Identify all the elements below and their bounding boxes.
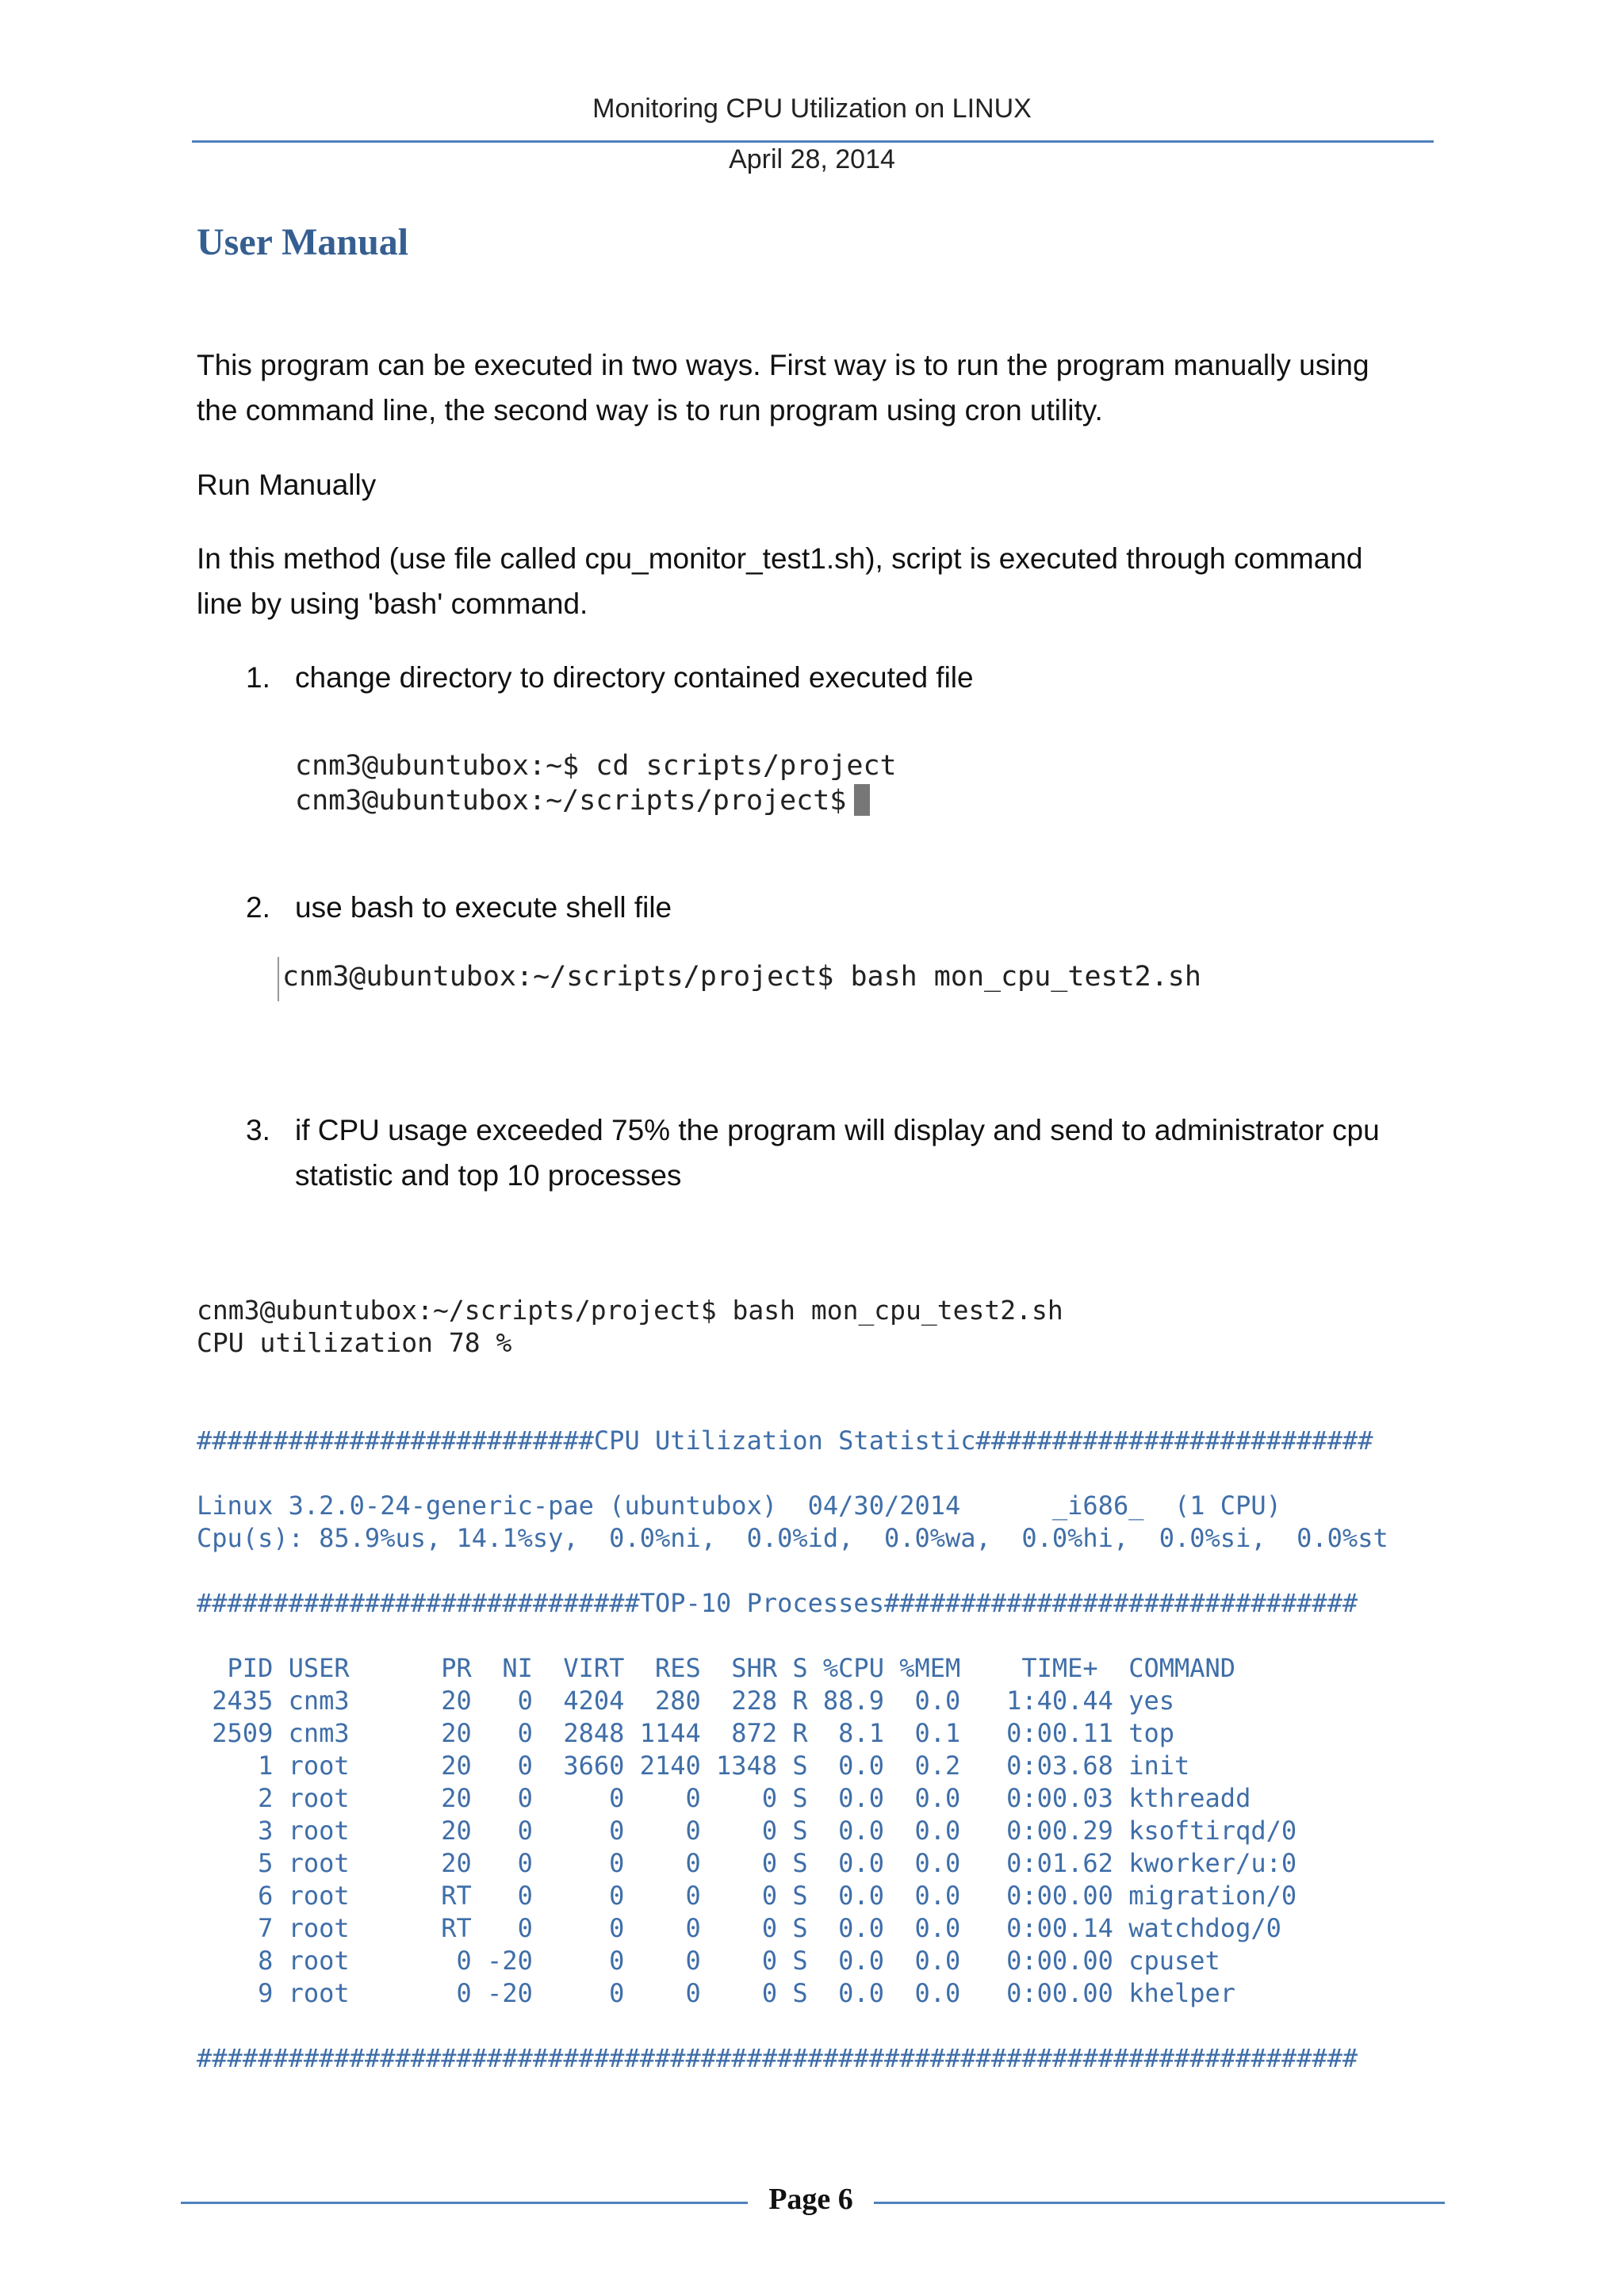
process-table-row: 2509 cnm3 20 0 2848 1144 872 R 8.1 0.1 0:00.11 top — [197, 1718, 1174, 1748]
process-table-row: 3 root 20 0 0 0 0 S 0.0 0.0 0:00.29 ksoftirqd/0 — [197, 1816, 1297, 1846]
step-2-text: use bash to execute shell file — [295, 891, 672, 924]
cpu-stats-line: Cpu(s): 85.9%us, 14.1%sy, 0.0%ni, 0.0%id, 0.0%wa, 0.0%hi, 0.0%si, 0.0%st — [197, 1523, 1388, 1553]
process-table-row: 6 root RT 0 0 0 0 S 0.0 0.0 0:00.00 migration/0 — [197, 1881, 1297, 1911]
terminal-2-left-border — [278, 957, 279, 1001]
header-title: Monitoring CPU Utilization on LINUX — [592, 94, 1032, 124]
process-table-row: 8 root 0 -20 0 0 0 S 0.0 0.0 0:00.00 cpuset — [197, 1946, 1220, 1976]
step-3-number: 3. — [246, 1114, 270, 1146]
process-table-row: 2435 cnm3 20 0 4204 280 228 R 88.9 0.0 1:40.44 yes — [197, 1686, 1174, 1716]
output-cpu-utilization: CPU utilization 78 % — [197, 1327, 512, 1358]
process-table-header: PID USER PR NI VIRT RES SHR S %CPU %MEM TIME+ COMMAND — [197, 1653, 1236, 1683]
header-date: April 28, 2014 — [729, 144, 895, 174]
footer-rule-right — [874, 2202, 1445, 2204]
process-table-row: 7 root RT 0 0 0 0 S 0.0 0.0 0:00.14 watchdog/0 — [197, 1913, 1281, 1943]
terminal-2-line-1: cnm3@ubuntubox:~/scripts/project$ bash mon_cpu_test2.sh — [282, 961, 1201, 993]
header-rule — [192, 140, 1434, 143]
process-table-row: 2 root 20 0 0 0 0 S 0.0 0.0 0:00.03 kthreadd — [197, 1783, 1251, 1813]
terminal-1-prompt: cnm3@ubuntubox:~/scripts/project$ — [295, 785, 847, 817]
terminal-1-line-1: cnm3@ubuntubox:~$ cd scripts/project — [295, 750, 897, 782]
step-3-text-line-1: if CPU usage exceeded 75% the program will display and send to administrator cpu — [295, 1114, 1380, 1146]
process-table-row: 1 root 20 0 3660 2140 1348 S 0.0 0.2 0:03.68 init — [197, 1751, 1190, 1781]
system-info-line: Linux 3.2.0-24-generic-pae (ubuntubox) 04/30/2014 _i686_ (1 CPU) — [197, 1490, 1281, 1521]
process-table-row: 5 root 20 0 0 0 0 S 0.0 0.0 0:01.62 kworker/u:0 — [197, 1848, 1297, 1878]
page-number: Page 6 — [768, 2183, 853, 2216]
method-line-2: line by using 'bash' command. — [197, 587, 588, 620]
terminal-cursor — [854, 784, 870, 816]
method-line-1: In this method (use file called cpu_monitor_test1.sh), script is executed through command — [197, 542, 1363, 575]
step-1-text: change directory to directory contained executed file — [295, 661, 974, 694]
run-manually-label: Run Manually — [197, 469, 377, 501]
intro-line-1: This program can be executed in two ways. First way is to run the program manually using — [197, 349, 1369, 381]
step-1-number: 1. — [246, 661, 270, 694]
footer-rule-left — [181, 2202, 748, 2204]
section-title: User Manual — [197, 221, 409, 263]
output-command-line: cnm3@ubuntubox:~/scripts/project$ bash mon_cpu_test2.sh — [197, 1295, 1063, 1326]
intro-line-2: the command line, the second way is to run program using cron utility. — [197, 394, 1103, 427]
step-3-text-line-2: statistic and top 10 processes — [295, 1159, 682, 1192]
end-banner: ############################################################################ — [197, 2043, 1358, 2073]
top-processes-banner: #############################TOP-10 Processes############################### — [197, 1588, 1358, 1618]
stat-banner: ##########################CPU Utilization Statistic########################## — [197, 1425, 1373, 1456]
step-2-number: 2. — [246, 891, 270, 924]
terminal-1-line-2 — [295, 783, 870, 818]
process-table-row: 9 root 0 -20 0 0 0 S 0.0 0.0 0:00.00 khelper — [197, 1978, 1236, 2008]
